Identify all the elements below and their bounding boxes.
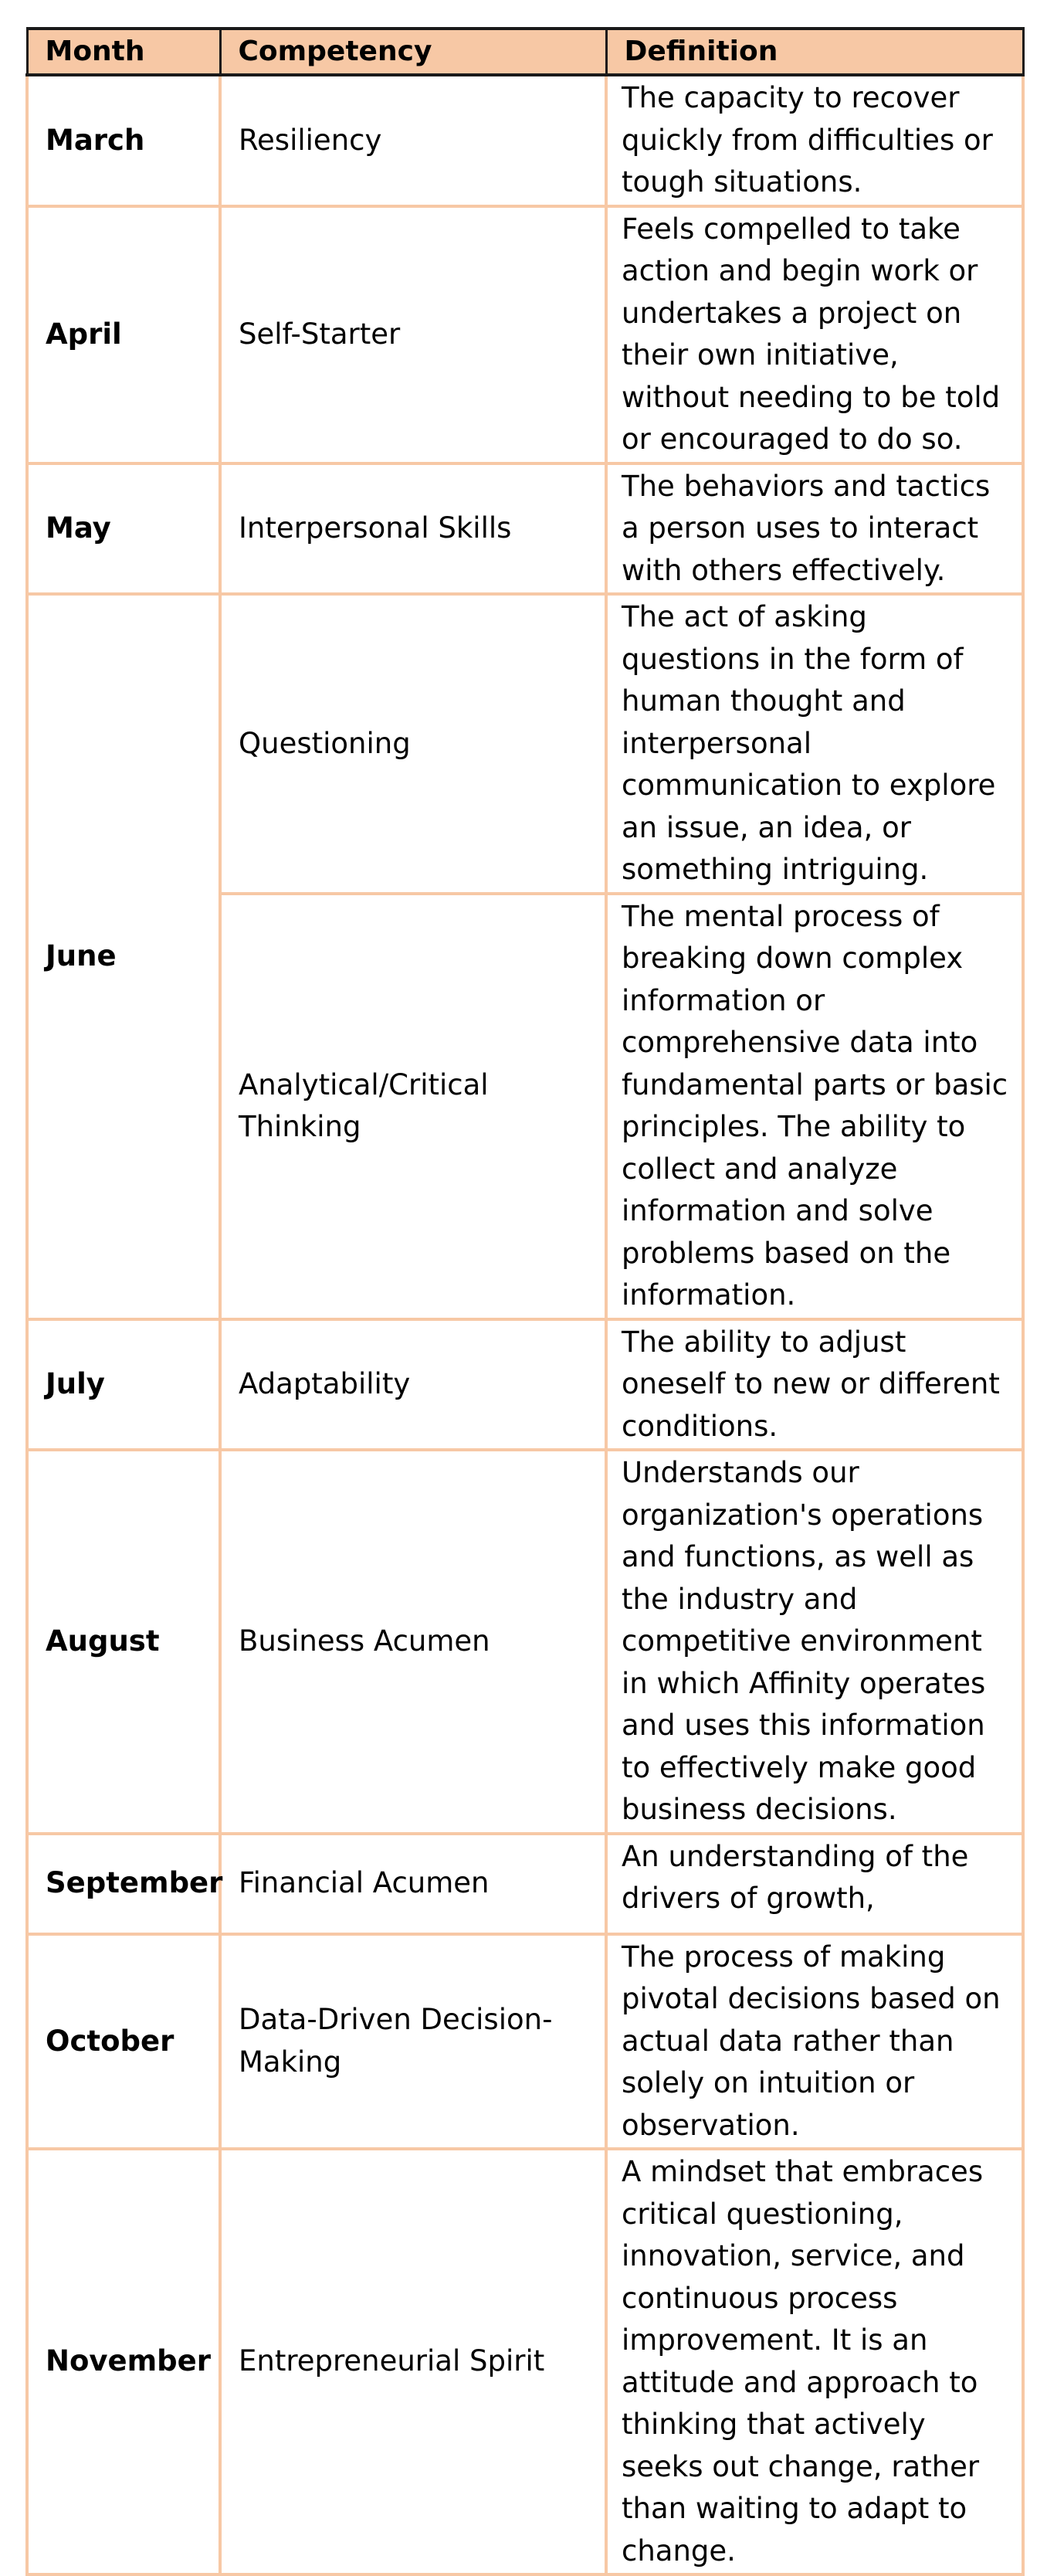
table-row [27, 1450, 1023, 1834]
header-month: Month [27, 29, 220, 75]
month-cell: June [27, 594, 220, 1319]
competency-cell: Resiliency [220, 75, 606, 206]
definition-cell: An understanding of the drivers of growth, [606, 1834, 1023, 1934]
definition-cell: The ability to adjust oneself to new or different conditions. [606, 1319, 1023, 1451]
definition-cell: The behaviors and tactics a person uses to interact with others effectively. [606, 463, 1023, 595]
month-cell: May [27, 463, 220, 595]
competency-cell: Questioning [220, 594, 606, 894]
competency-cell: Interpersonal Skills [220, 463, 606, 595]
table-row [27, 1319, 1023, 1451]
definition-cell: The mental process of breaking down complex information or comprehensive data into fundamental parts or basic principles. The ability to collect and analyze information and solve problems based on the information. [606, 894, 1023, 1319]
month-cell: July [27, 1319, 220, 1451]
header-competency: Competency [220, 29, 606, 75]
header-definition: Definition [606, 29, 1023, 75]
month-cell: October [27, 1934, 220, 2150]
definition-cell: Understands our organization's operations and functions, as well as the industry and competitive environment in which Affinity operates and uses this information to effectively make good business decisions. [606, 1450, 1023, 1834]
definition-cell: Feels compelled to take action and begin work or undertakes a project on their own initiative, without needing to be told or encouraged to do so. [606, 206, 1023, 463]
table-row [27, 594, 1023, 894]
month-cell: April [27, 206, 220, 463]
competency-cell: Data-Driven Decision-Making [220, 1934, 606, 2150]
competency-cell: Adaptability [220, 1319, 606, 1451]
table-row [27, 2149, 1023, 2574]
competency-table [25, 27, 1025, 2576]
competency-cell: Financial Acumen [220, 1834, 606, 1934]
header-row [27, 29, 1023, 75]
competency-cell: Business Acumen [220, 1450, 606, 1834]
month-cell: March [27, 75, 220, 206]
table-row [27, 75, 1023, 206]
definition-cell: A mindset that embraces critical questioning, innovation, service, and continuous process improvement. It is an attitude and approach to thinking that actively seeks out change, rather than waiting to adapt to change. [606, 2149, 1023, 2574]
competency-cell: Entrepreneurial Spirit [220, 2149, 606, 2574]
month-cell: November [27, 2149, 220, 2574]
definition-cell: The process of making pivotal decisions based on actual data rather than solely on intuition or observation. [606, 1934, 1023, 2150]
competency-cell: Self-Starter [220, 206, 606, 463]
definition-cell: The capacity to recover quickly from difficulties or tough situations. [606, 75, 1023, 206]
table-row [27, 206, 1023, 463]
month-cell: September [27, 1834, 220, 1934]
table-row [27, 1934, 1023, 2150]
definition-cell: The act of asking questions in the form of human thought and interpersonal communication to explore an issue, an idea, or something intriguing. [606, 594, 1023, 894]
table-row [27, 1834, 1023, 1934]
month-cell: August [27, 1450, 220, 1834]
competency-cell: Analytical/Critical Thinking [220, 894, 606, 1319]
table-row [27, 463, 1023, 595]
